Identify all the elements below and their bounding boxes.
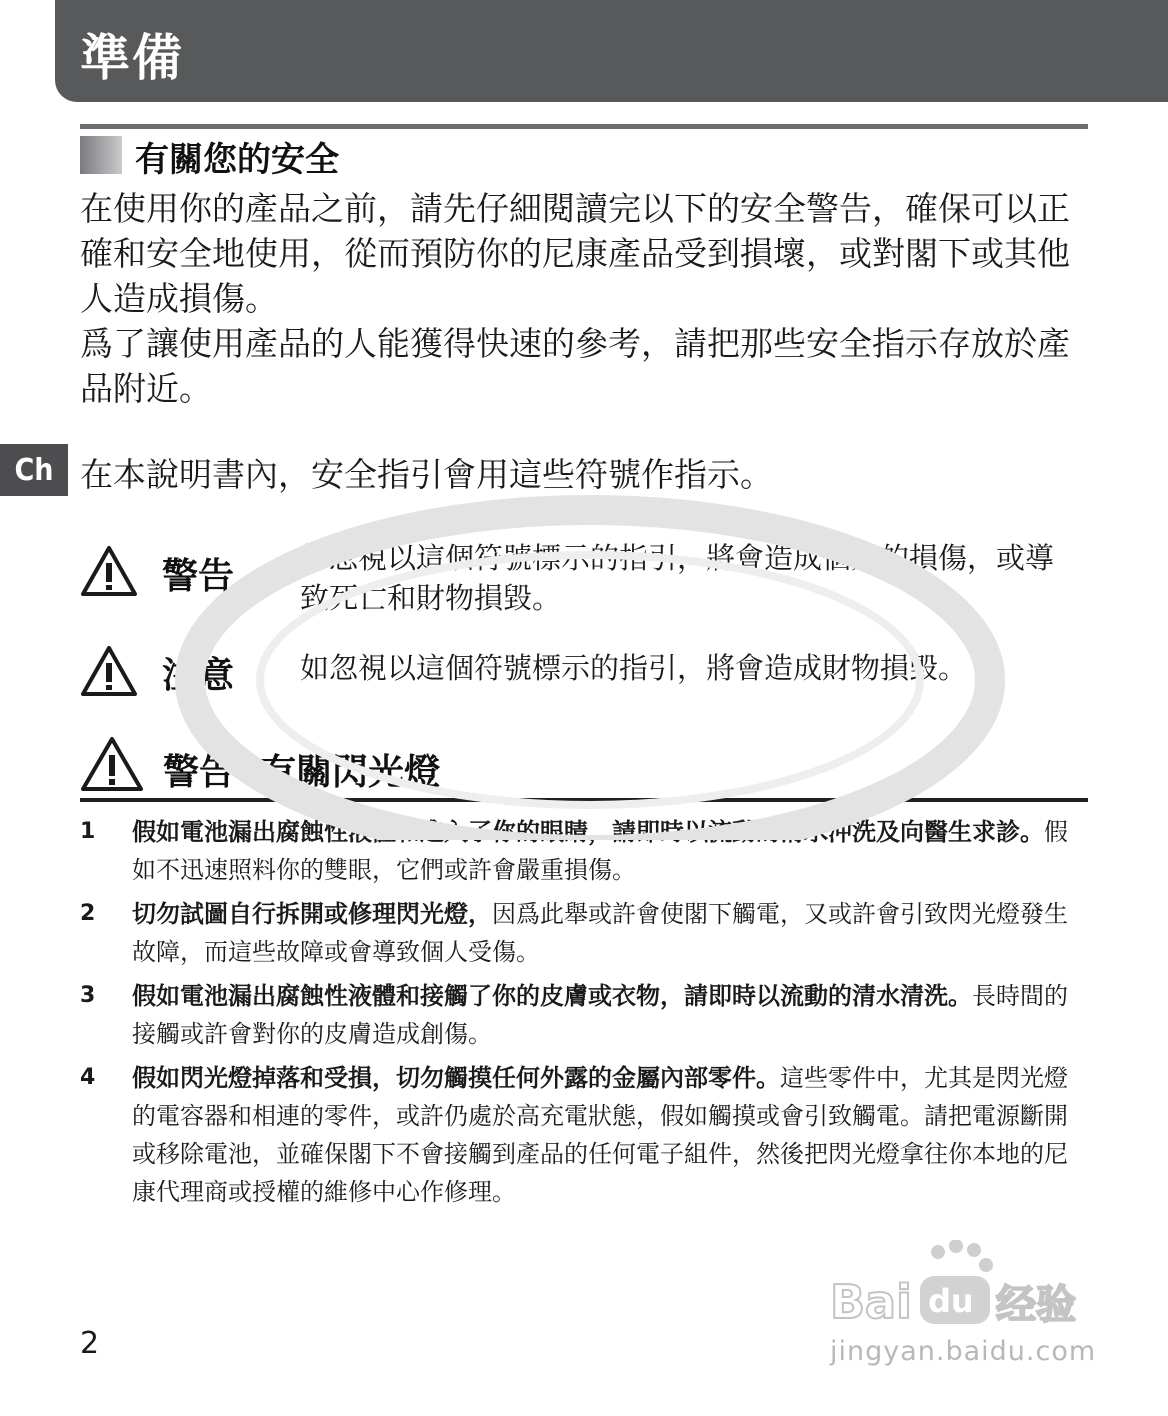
- flash-section-rule: [80, 798, 1088, 802]
- symbols-intro: 在本說明書內，安全指引會用這些符號作指示。: [80, 455, 773, 494]
- caution-triangle-icon: [80, 645, 138, 697]
- warning-description: 如忽視以這個符號標示的指引，將會造成個人的損傷，或導致死亡和財物損毀。: [300, 541, 1055, 615]
- chapter-header-bar: [55, 0, 1168, 102]
- item-bold-text: 切勿試圖自行拆開或修理閃光燈，: [132, 900, 492, 928]
- flash-section-title: 警告 有關閃光燈: [163, 752, 441, 793]
- list-item: [80, 813, 1090, 889]
- section-title: 有關您的安全: [135, 140, 339, 180]
- intro-text: [80, 186, 1095, 411]
- intro-paragraph-2: 爲了讓使用產品的人能獲得快速的參考，請把那些安全指示存放於產品附近。: [80, 324, 1070, 408]
- intro-paragraph-1: 在使用你的產品之前，請先仔細閱讀完以下的安全警告，確保可以正確和安全地使用，從而預防你的尼康產品受到損壞，或對閣下或其他人造成損傷。: [80, 189, 1070, 318]
- svg-text:du: du: [928, 1282, 974, 1320]
- svg-text:经验: 经验: [996, 1282, 1076, 1328]
- caution-label: 注意: [162, 655, 235, 696]
- item-text: 假如不迅速照料你的雙眼，它們或許會嚴重損傷。: [132, 818, 1068, 884]
- item-bold-text: 假如電池漏出腐蝕性液體和接觸了你的皮膚或衣物，請即時以流動的清水清洗。: [132, 982, 972, 1010]
- item-number: 3: [80, 983, 96, 1008]
- item-number: 2: [80, 901, 96, 926]
- item-number: 4: [80, 1065, 96, 1090]
- baidu-watermark-url: jingyan.baidu.com: [830, 1336, 1097, 1367]
- chapter-title: 準備: [80, 29, 184, 87]
- flash-warning-triangle-icon: [80, 736, 144, 792]
- list-item: [80, 977, 1090, 1053]
- item-number: 1: [80, 819, 96, 844]
- list-item: [80, 895, 1090, 971]
- section-rule: [80, 124, 1088, 129]
- section-marker: [80, 136, 122, 174]
- item-text: 長時間的接觸或許會對你的皮膚造成創傷。: [132, 982, 1068, 1048]
- caution-description: 如忽視以這個符號標示的指引，將會造成財物損毀。: [300, 651, 968, 685]
- list-item: [80, 1059, 1090, 1211]
- page-number: 2: [80, 1326, 100, 1361]
- item-text: 這些零件中，尤其是閃光燈的電容器和相連的零件，或許仍處於高充電狀態，假如觸摸或會引致觸電。請把電源斷開或移除電池，並確保閣下不會接觸到產品的任何電子組件，然後把閃光燈拿往你本地的尼康代理商或授權的維修中心作修理。: [132, 1064, 1068, 1206]
- item-bold-text: 假如閃光燈掉落和受損，切勿觸摸任何外露的金屬內部零件。: [132, 1064, 780, 1092]
- warning-label: 警告: [162, 556, 235, 597]
- baidu-paw-icon: [820, 1240, 1090, 1330]
- warning-list: [80, 813, 1090, 1217]
- warning-triangle-icon: [80, 545, 138, 597]
- item-bold-text: 假如電池漏出腐蝕性液體和進入了你的眼睛，請即時以流動的清水沖洗及向醫生求診。: [132, 818, 1044, 846]
- svg-text:Bai: Bai: [830, 1275, 912, 1329]
- language-tab: Ch: [0, 444, 68, 496]
- item-text: 因爲此舉或許會使閣下觸電，又或許會引致閃光燈發生故障，而這些故障或會導致個人受傷。: [132, 900, 1068, 966]
